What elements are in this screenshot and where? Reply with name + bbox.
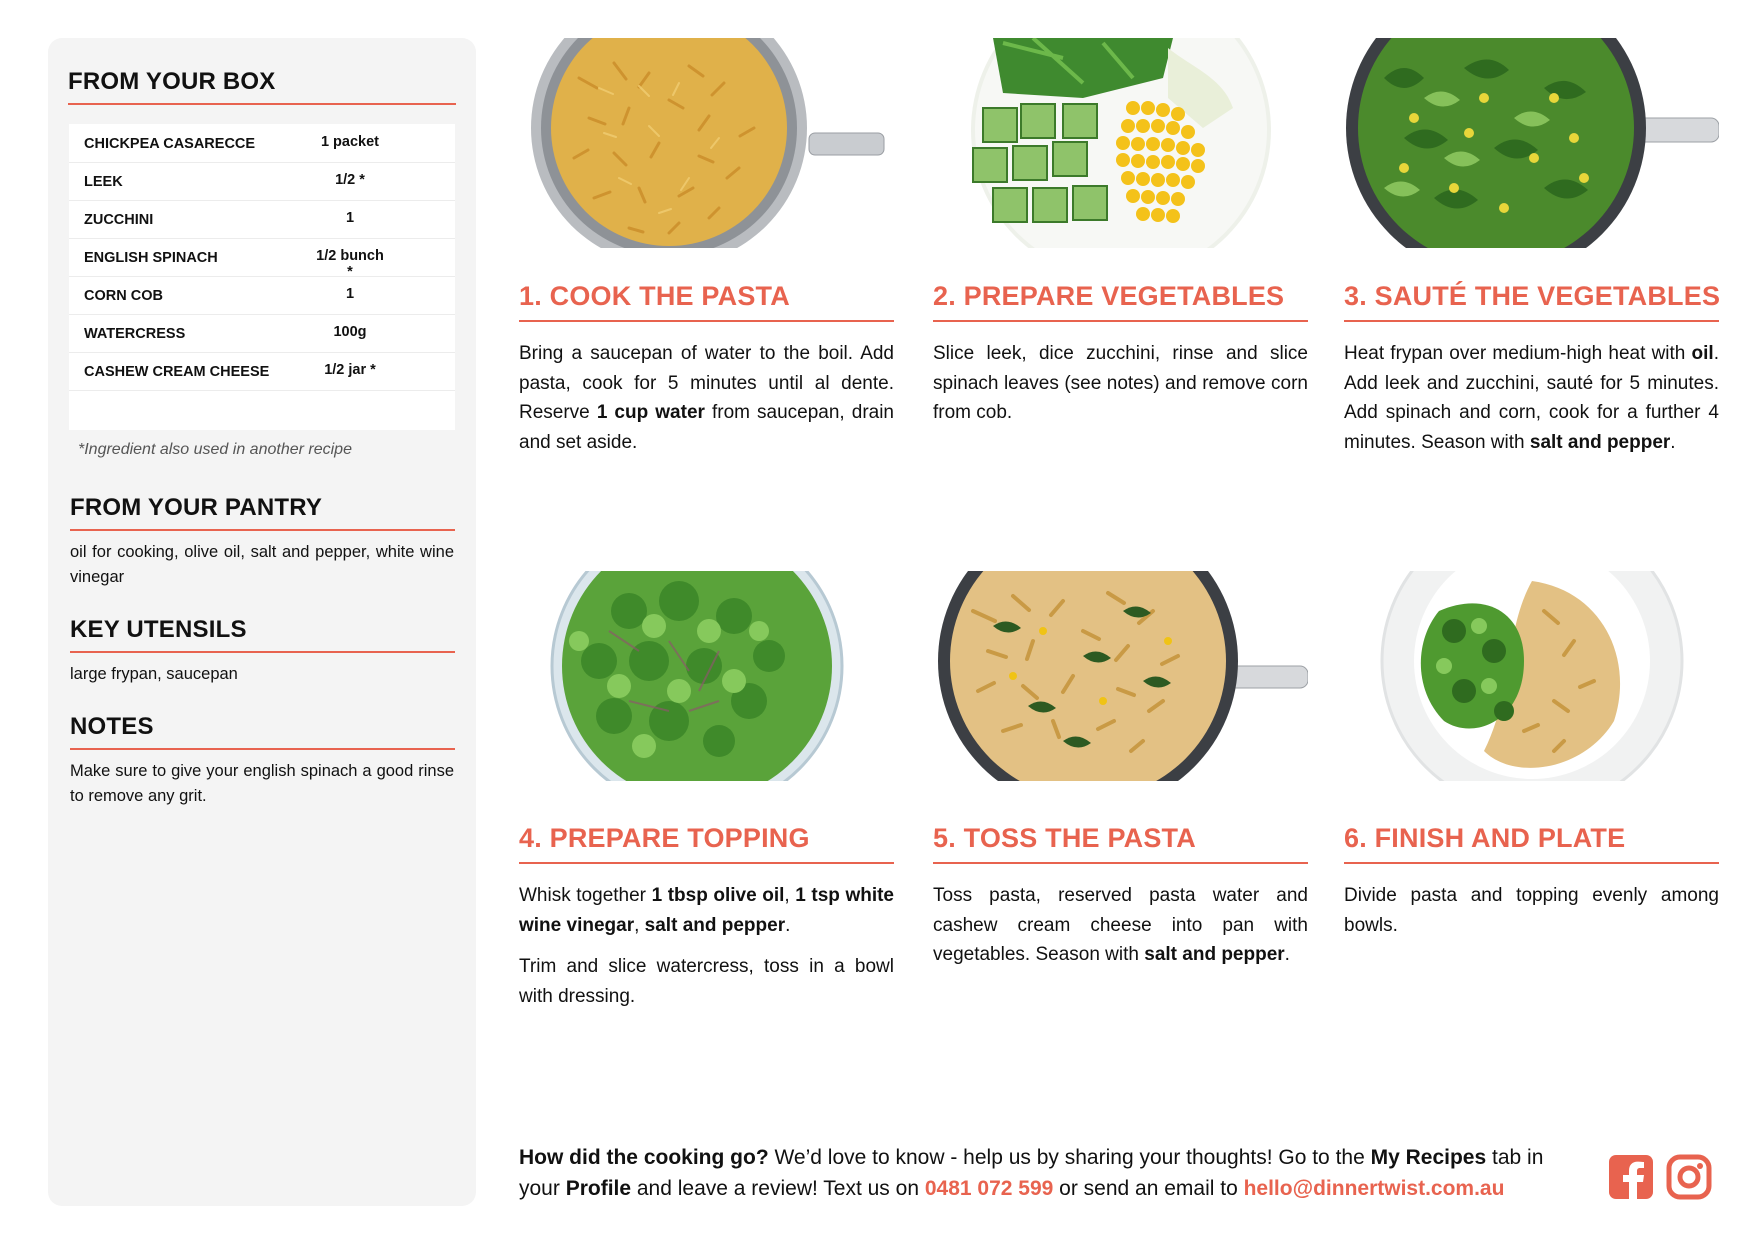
ingredient-qty: 1 packet	[320, 134, 380, 150]
ingredient-name: CASHEW CREAM CHEESE	[84, 364, 270, 380]
step-4-title: 4. PREPARE TOPPING	[519, 823, 810, 853]
step-text-bold: 1 tsp white wine vinegar	[519, 885, 894, 936]
step-paragraph	[933, 881, 1308, 970]
step-divider	[1344, 862, 1719, 864]
step-divider	[933, 320, 1308, 322]
utensils-text: large frypan, saucepan	[70, 665, 238, 683]
ingredient-row	[69, 238, 455, 280]
ingredients-sidebar	[48, 38, 476, 1206]
heading-divider	[68, 103, 456, 105]
step-6-title: 6. FINISH AND PLATE	[1344, 823, 1626, 853]
pantry-text: oil for cooking, olive oil, salt and pepper, white wine vinegar	[70, 543, 454, 586]
step-text: . Add leek and zucchini, sauté for 5 minutes. Add spinach and corn, cook for a further 4 minutes. Season with	[1344, 343, 1719, 453]
step-text-bold: oil	[1691, 343, 1714, 364]
ingredient-row	[69, 314, 455, 353]
heading-divider	[70, 651, 455, 653]
step-paragraph	[519, 881, 894, 940]
feedback-question: How did the cooking go?	[519, 1146, 769, 1169]
step-text: Divide pasta and topping evenly among bowls.	[1344, 885, 1719, 936]
step-paragraph	[933, 339, 1308, 428]
notes-text: Make sure to give your english spinach a good rinse to remove any grit.	[70, 762, 454, 805]
ingredient-footnote: *Ingredient also used in another recipe	[78, 441, 352, 458]
heading-divider	[70, 748, 455, 750]
step-2-title: 2. PREPARE VEGETABLES	[933, 281, 1285, 311]
watercress-bowl-photo	[519, 571, 894, 781]
step-text-bold: salt and pepper	[644, 914, 786, 936]
ingredient-name: CHICKPEA CASARECCE	[84, 136, 256, 152]
step-text: .	[785, 914, 791, 936]
step-paragraph	[519, 952, 894, 1011]
instagram-icon[interactable]	[1665, 1153, 1713, 1201]
ingredient-name: WATERCRESS	[84, 326, 186, 342]
step-5-title: 5. TOSS THE PASTA	[933, 823, 1196, 853]
feedback-text: and leave a review! Text us on	[631, 1177, 925, 1200]
phone-number-link[interactable]: 0481 072 599	[924, 1177, 1054, 1200]
ingredient-qty: 100g	[333, 324, 367, 340]
frypan-vegetables-photo	[1344, 38, 1719, 248]
ingredient-qty: 1/2 *	[335, 172, 365, 188]
ingredient-qty: 1	[345, 210, 355, 226]
step-text-bold: salt and pepper	[1529, 431, 1671, 453]
heading-divider	[70, 529, 455, 531]
ingredient-name: CORN COB	[84, 288, 163, 304]
step-text: .	[1670, 431, 1676, 453]
feedback-text: tab in your	[519, 1146, 1544, 1200]
step-text: Bring a saucepan of water to the boil. Add pasta, cook for 5 minutes until al dente. Reserve	[519, 343, 894, 423]
facebook-icon[interactable]	[1607, 1153, 1655, 1201]
step-text: ,	[634, 914, 645, 936]
ingredient-qty: 1/2 jar *	[324, 362, 376, 378]
step-text-bold: 1 cup water	[596, 402, 705, 423]
pantry-heading: FROM YOUR PANTRY	[70, 494, 323, 521]
ingredient-row	[69, 200, 455, 239]
step-3-title: 3. SAUTÉ THE VEGETABLES	[1344, 281, 1721, 311]
utensils-heading: KEY UTENSILS	[70, 616, 247, 643]
step-text: Toss pasta, reserved pasta water and cashew cream cheese into pan with vegetables. Season with	[933, 885, 1308, 965]
plated-pasta-photo	[1344, 571, 1719, 781]
ingredient-name: LEEK	[84, 174, 123, 190]
ingredients-table	[69, 124, 455, 430]
feedback-text: or send an email to	[1053, 1177, 1244, 1200]
step-text-bold: 1 tbsp olive oil	[651, 885, 785, 906]
feedback-text: We’d love to know - help us by sharing your thoughts! Go to the	[768, 1146, 1371, 1169]
step-text: Trim and slice watercress, toss in a bowl with dressing.	[519, 956, 894, 1007]
step-divider	[933, 862, 1308, 864]
ingredient-name: ZUCCHINI	[84, 212, 154, 228]
step-paragraph	[519, 339, 894, 457]
vegetables-photo	[933, 38, 1308, 248]
ingredient-qty: 1/2 bunch *	[316, 248, 384, 280]
my-recipes-link: My Recipes	[1370, 1146, 1487, 1169]
ingredient-name: ENGLISH SPINACH	[84, 250, 218, 266]
ingredient-row	[69, 276, 455, 315]
feedback-footer	[519, 1142, 1574, 1204]
step-paragraph	[1344, 881, 1719, 940]
step-text: ,	[784, 885, 796, 906]
step-text: Slice leek, dice zucchini, rinse and slice spinach leaves (see notes) and remove corn from cob.	[933, 343, 1308, 423]
ingredient-row	[69, 352, 455, 391]
ingredient-qty: 1	[345, 286, 355, 302]
step-text: from saucepan, drain and set aside.	[519, 402, 895, 453]
step-text: Heat frypan over medium-high heat with	[1344, 343, 1692, 364]
step-divider	[519, 862, 894, 864]
step-text: .	[1284, 944, 1290, 965]
saucepan-pasta-photo	[519, 38, 894, 248]
ingredient-row	[69, 124, 455, 163]
step-divider	[1344, 320, 1719, 322]
step-paragraph	[1344, 339, 1719, 457]
step-1-title: 1. COOK THE PASTA	[519, 281, 790, 311]
step-text-bold: salt and pepper	[1144, 944, 1285, 965]
from-box-heading: FROM YOUR BOX	[68, 68, 276, 95]
step-divider	[519, 320, 894, 322]
notes-heading: NOTES	[70, 713, 154, 740]
email-link[interactable]: hello@dinnertwist.com.au	[1243, 1177, 1505, 1200]
frypan-pasta-photo	[933, 571, 1308, 781]
step-text: Whisk together	[519, 885, 652, 906]
ingredient-row	[69, 162, 455, 201]
profile-link: Profile	[565, 1177, 632, 1200]
